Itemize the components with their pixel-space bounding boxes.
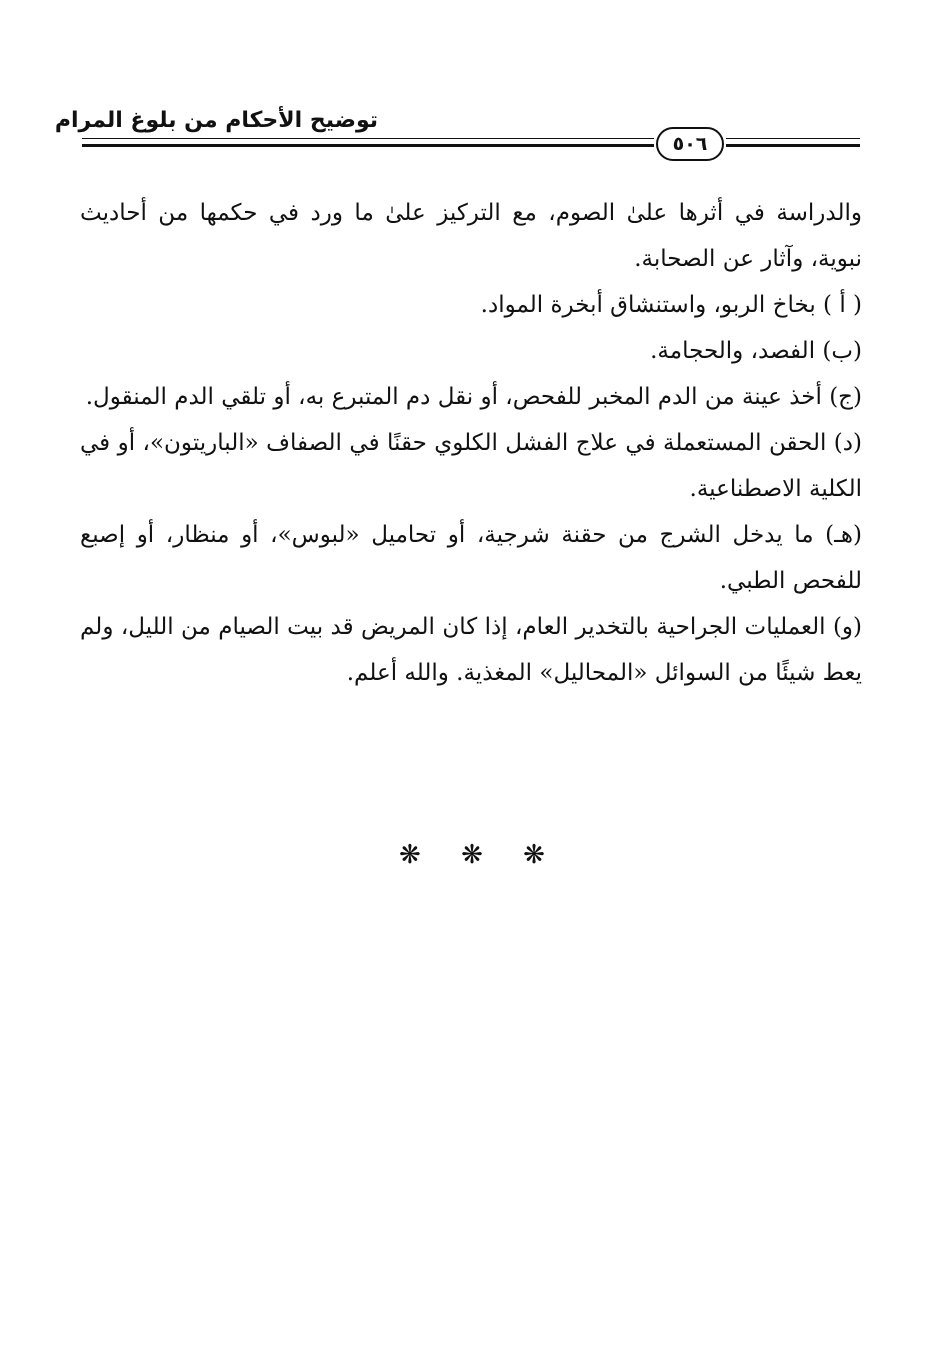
page-number-frame bbox=[656, 127, 724, 161]
list-item-ha: (هـ) ما يدخل الشرج من حقنة شرجية، أو تحاميل «لبوس»، أو منظار، أو إصبع للفحص الطبي. bbox=[80, 522, 862, 594]
section-separator-stars: ❋ ❋ ❋ bbox=[399, 840, 547, 870]
page-number: ٥٠٦ bbox=[672, 132, 708, 155]
paragraph-intro: والدراسة في أثرها علىٰ الصوم، مع التركيز علىٰ ما ورد في حكمها من أحاديث نبوية، وآثار عن الصحابة. bbox=[80, 200, 862, 272]
body-text bbox=[80, 190, 862, 696]
header-rule-right-top bbox=[726, 138, 860, 139]
list-item-ba: (ب) الفصد، والحجامة. bbox=[650, 338, 862, 364]
list-item-alif: ( أ ) بخاخ الربو، واستنشاق أبخرة المواد. bbox=[480, 292, 862, 318]
list-item-dal: (د) الحقن المستعملة في علاج الفشل الكلوي حقنًا في الصفاف «الباريتون»، أو في الكلية الاصطناعية. bbox=[80, 430, 862, 502]
running-header-title: توضيح الأحكام من بلوغ المرام bbox=[54, 108, 378, 133]
header-rule-right-bottom bbox=[726, 144, 860, 147]
header-rule-left-bottom bbox=[82, 144, 654, 147]
list-item-jim: (ج) أخذ عينة من الدم المخبر للفحص، أو نقل دم المتبرع به، أو تلقي الدم المنقول. bbox=[85, 384, 862, 410]
header-rule-left-top bbox=[82, 138, 654, 139]
list-item-waw: (و) العمليات الجراحية بالتخدير العام، إذا كان المريض قد بيت الصيام من الليل، ولم يعط شيئًا من السوائل «المحاليل» المغذية. والله أعلم. bbox=[80, 614, 862, 686]
